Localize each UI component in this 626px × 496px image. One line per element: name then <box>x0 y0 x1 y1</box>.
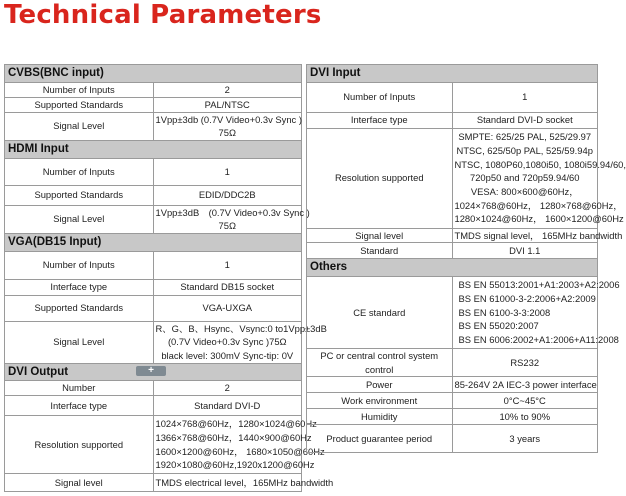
spec-value-line: 2 <box>224 382 230 394</box>
spec-value <box>153 185 302 205</box>
spec-value-line: BS EN 6100-3-3:2008 <box>458 306 551 318</box>
spec-label: CE standard <box>307 276 453 348</box>
spec-row <box>307 393 598 409</box>
right-spec-column <box>306 64 626 453</box>
spec-value-line: 3 years <box>509 432 541 444</box>
spec-row <box>5 381 302 396</box>
section-header-row <box>307 65 598 83</box>
spec-label: Humidity <box>307 409 453 425</box>
spec-value-line: 720p50 and 720p59.94/60 <box>470 172 580 184</box>
spec-label: Work environment <box>307 393 453 409</box>
spec-row <box>5 251 302 279</box>
spec-value <box>153 396 302 416</box>
spec-value <box>452 409 598 425</box>
spec-value-line: 2 <box>224 83 230 95</box>
spec-label: Signal level <box>307 228 453 243</box>
spec-value <box>452 425 598 453</box>
spec-value <box>452 377 598 393</box>
section-title-vga-db15-input: VGA(DB15 Input) <box>5 233 302 251</box>
spec-value-line: BS EN 55020:2007 <box>458 320 539 332</box>
spec-value-line: 1920×1080@60Hz,1920x1200@60Hz <box>155 459 315 471</box>
spec-value-line: (0.7V Video+0.3v Sync )75Ω <box>167 336 287 348</box>
spec-row <box>307 276 598 348</box>
spec-label: Resolution supported <box>5 416 154 474</box>
spec-value-line: BS EN 61000-3-2:2006+A2:2009 <box>458 293 596 305</box>
spec-row <box>307 409 598 425</box>
spec-value-line: 85-264V 2A IEC-3 power interface <box>454 378 597 390</box>
spec-label: Signal Level <box>5 321 154 363</box>
spec-value-line: 1280×1024@60Hz， 1600×1200@60Hz <box>454 213 624 225</box>
spec-row <box>307 348 598 376</box>
spec-row <box>307 112 598 128</box>
spec-value-line: BS EN 55013:2001+A1:2003+A2:2006 <box>458 279 620 291</box>
spec-value <box>153 474 334 492</box>
spec-label: Power <box>307 377 453 393</box>
spec-value <box>153 251 302 279</box>
spec-label: Number of Inputs <box>5 82 154 97</box>
spec-row <box>5 396 302 416</box>
spec-value <box>153 205 310 233</box>
section-header-row <box>5 140 302 158</box>
spec-value <box>452 82 598 112</box>
spec-label: Resolution supported <box>307 128 453 228</box>
section-header-row <box>5 65 302 83</box>
spec-row <box>5 416 302 474</box>
section-header-row <box>5 233 302 251</box>
spec-value-line: RS232 <box>510 356 540 368</box>
spec-label: Supported Standards <box>5 295 154 321</box>
spec-row <box>307 128 598 228</box>
spec-value-line: VESA: 800×600@60Hz， <box>470 185 579 197</box>
spec-value-line: TMDS electrical level，165MHz bandwidth <box>155 476 334 488</box>
spec-value <box>452 348 598 376</box>
spec-value <box>153 321 327 363</box>
spec-value <box>153 112 302 140</box>
spec-value-line: 1366×768@60Hz，1440×900@60Hz <box>155 432 312 444</box>
spec-row <box>5 185 302 205</box>
spec-label: Supported Standards <box>5 185 154 205</box>
spec-value-line: 0°C~45°C <box>503 394 546 406</box>
spec-value-line: VGA-UXGA <box>202 302 252 314</box>
spec-value-line: PAL/NTSC <box>204 98 250 110</box>
spec-value <box>153 279 302 295</box>
spec-value <box>153 97 302 112</box>
spec-row <box>5 474 302 492</box>
spec-label: Number <box>5 381 154 396</box>
spec-label: Interface type <box>5 279 154 295</box>
spec-row <box>5 112 302 140</box>
spec-value-line: EDID/DDC2B <box>198 189 256 201</box>
spec-value <box>153 158 302 185</box>
spec-row <box>307 82 598 112</box>
spec-row <box>307 243 598 259</box>
spec-value <box>153 381 302 396</box>
spec-label: Number of Inputs <box>5 251 154 279</box>
spec-label: Number of Inputs <box>5 158 154 185</box>
spec-value <box>452 228 623 243</box>
spec-label: Product guarantee period <box>307 425 453 453</box>
spec-value <box>153 416 325 474</box>
spec-row <box>5 321 302 363</box>
expand-plus-button[interactable]: + <box>136 366 166 376</box>
spec-value-line: Standard DVI-D <box>194 399 261 411</box>
spec-value <box>153 295 302 321</box>
spec-value-line: R、G、B、Hsync、Vsync:0 to1Vpp±3dB <box>155 322 327 334</box>
right-spec-table <box>306 64 626 453</box>
spec-label: Interface type <box>5 396 154 416</box>
spec-row <box>307 228 598 243</box>
section-title-others: Others <box>307 259 598 277</box>
spec-value-line: BS EN 6006:2002+A1:2006+A11:2008 <box>458 333 619 345</box>
spec-value-line: Standard DVI-D socket <box>476 114 573 126</box>
spec-value-line: 10% to 90% <box>499 410 551 422</box>
spec-row <box>5 97 302 112</box>
spec-row <box>307 425 598 453</box>
spec-label: Supported Standards <box>5 97 154 112</box>
spec-value-line: 1 <box>224 259 230 271</box>
spec-row <box>5 295 302 321</box>
spec-label: Signal Level <box>5 205 154 233</box>
section-header-row <box>307 259 598 277</box>
spec-value <box>452 243 598 259</box>
spec-label: Interface type <box>307 112 453 128</box>
spec-value-line: TMDS signal level， 165MHz bandwidth <box>454 229 623 241</box>
spec-value-line: 1 <box>224 165 230 177</box>
page-title: Technical Parameters <box>4 0 322 30</box>
spec-value-line: 75Ω <box>218 220 236 232</box>
section-title-hdmi-input: HDMI Input <box>5 140 302 158</box>
spec-value-line: 1 <box>522 91 528 103</box>
spec-value-line: NTSC, 625/50p PAL, 525/59.94p <box>456 145 593 157</box>
spec-value-line: 1600×1200@60Hz， 1680×1050@60Hz <box>155 445 325 457</box>
spec-row <box>5 205 302 233</box>
spec-value-line: 1Vpp±3db (0.7V Video+0.3v Sync ) <box>155 113 302 125</box>
spec-value-line: Standard DB15 socket <box>180 281 275 293</box>
spec-value-line: 1Vpp±3dB (0.7V Video+0.3v Sync ) <box>155 206 310 218</box>
section-title-cvbs-bnc-input: CVBS(BNC input) <box>5 65 302 83</box>
spec-value-line: SMPTE: 625/25 PAL, 525/29.97 <box>458 131 592 143</box>
spec-value-line: 1024×768@60Hz， 1280×768@60Hz， <box>454 199 623 211</box>
spec-value-line: 1024×768@60Hz，1280×1024@60Hz <box>155 418 317 430</box>
spec-value-line: black level: 300mV Sync-tip: 0V <box>161 349 294 361</box>
spec-label: Signal level <box>5 474 154 492</box>
section-title-dvi-input: DVI Input <box>307 65 598 83</box>
spec-value-line: 75Ω <box>218 127 236 139</box>
spec-row <box>5 279 302 295</box>
spec-value <box>452 393 598 409</box>
spec-label: PC or central control system control <box>307 348 453 376</box>
spec-row <box>307 377 598 393</box>
spec-label: Standard <box>307 243 453 259</box>
section-title-dvi-output: DVI Output <box>5 363 302 381</box>
spec-value <box>452 112 598 128</box>
spec-label: Signal Level <box>5 112 154 140</box>
spec-label: Number of Inputs <box>307 82 453 112</box>
spec-value <box>153 82 302 97</box>
spec-value <box>452 128 626 228</box>
spec-value-line: DVI 1.1 <box>509 244 541 256</box>
spec-value <box>452 276 620 348</box>
spec-row <box>5 82 302 97</box>
spec-row <box>5 158 302 185</box>
spec-value-line: NTSC, 1080P60,1080i50, 1080i59.94/60, <box>454 158 626 170</box>
